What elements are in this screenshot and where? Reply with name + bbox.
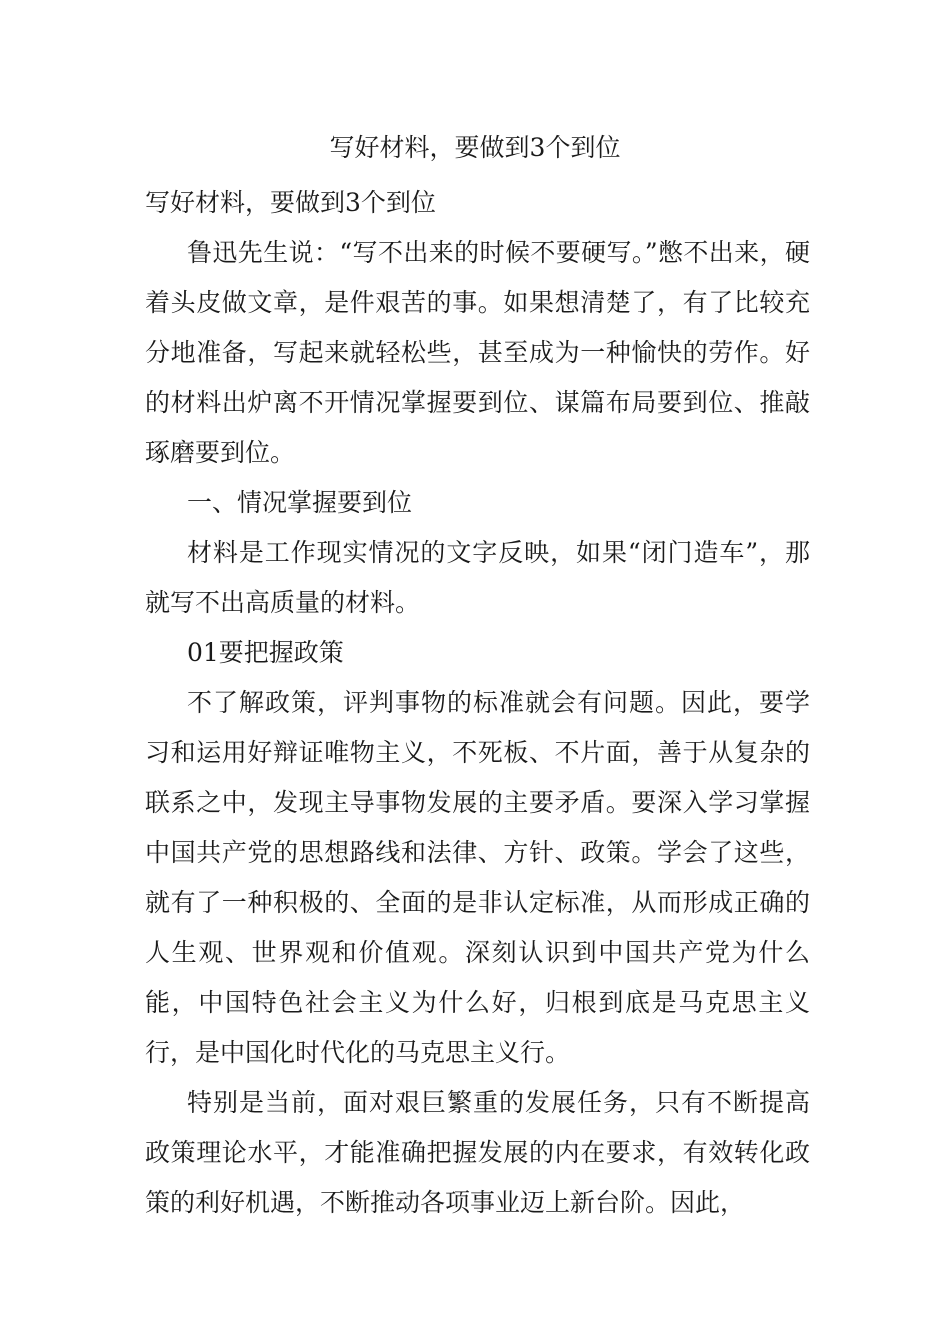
intro-paragraph: 鲁迅先生说：“写不出来的时候不要硬写。”憋不出来，硬着头皮做文章，是件艰苦的事。如果想清楚了，有了比较充分地准备，写起来就轻松些，甚至成为一种愉快的劳作。好的材料出炉离不开情况掌握要到位、谋篇布局要到位、推敲琢磨要到位。	[145, 238, 810, 467]
document-title: 写好材料，要做到3个到位	[329, 133, 621, 162]
section-heading: 一、情况掌握要到位	[187, 488, 413, 517]
subtitle-paragraph: 写好材料，要做到3个到位	[145, 188, 436, 217]
document-body	[145, 178, 810, 1228]
section-intro-paragraph: 材料是工作现实情况的文字反映，如果“闭门造车”，那就写不出高质量的材料。	[145, 538, 810, 617]
policy-paragraph: 不了解政策，评判事物的标准就会有问题。因此，要学习和运用好辩证唯物主义，不死板、不片面，善于从复杂的联系之中，发现主导事物发展的主要矛盾。要深入学习掌握中国共产党的思想路线和法律、方针、政策。学会了这些，就有了一种积极的、全面的是非认定标准，从而形成正确的人生观、世界观和价值观。深刻认识到中国共产党为什么能，中国特色社会主义为什么好，归根到底是马克思主义行，是中国化时代化的马克思主义行。	[145, 688, 810, 1067]
current-situation-paragraph: 特别是当前，面对艰巨繁重的发展任务，只有不断提高政策理论水平，才能准确把握发展的内在要求，有效转化政策的利好机遇，不断推动各项事业迈上新台阶。因此，	[145, 1088, 810, 1217]
subsection-heading: 01要把握政策	[187, 638, 344, 667]
